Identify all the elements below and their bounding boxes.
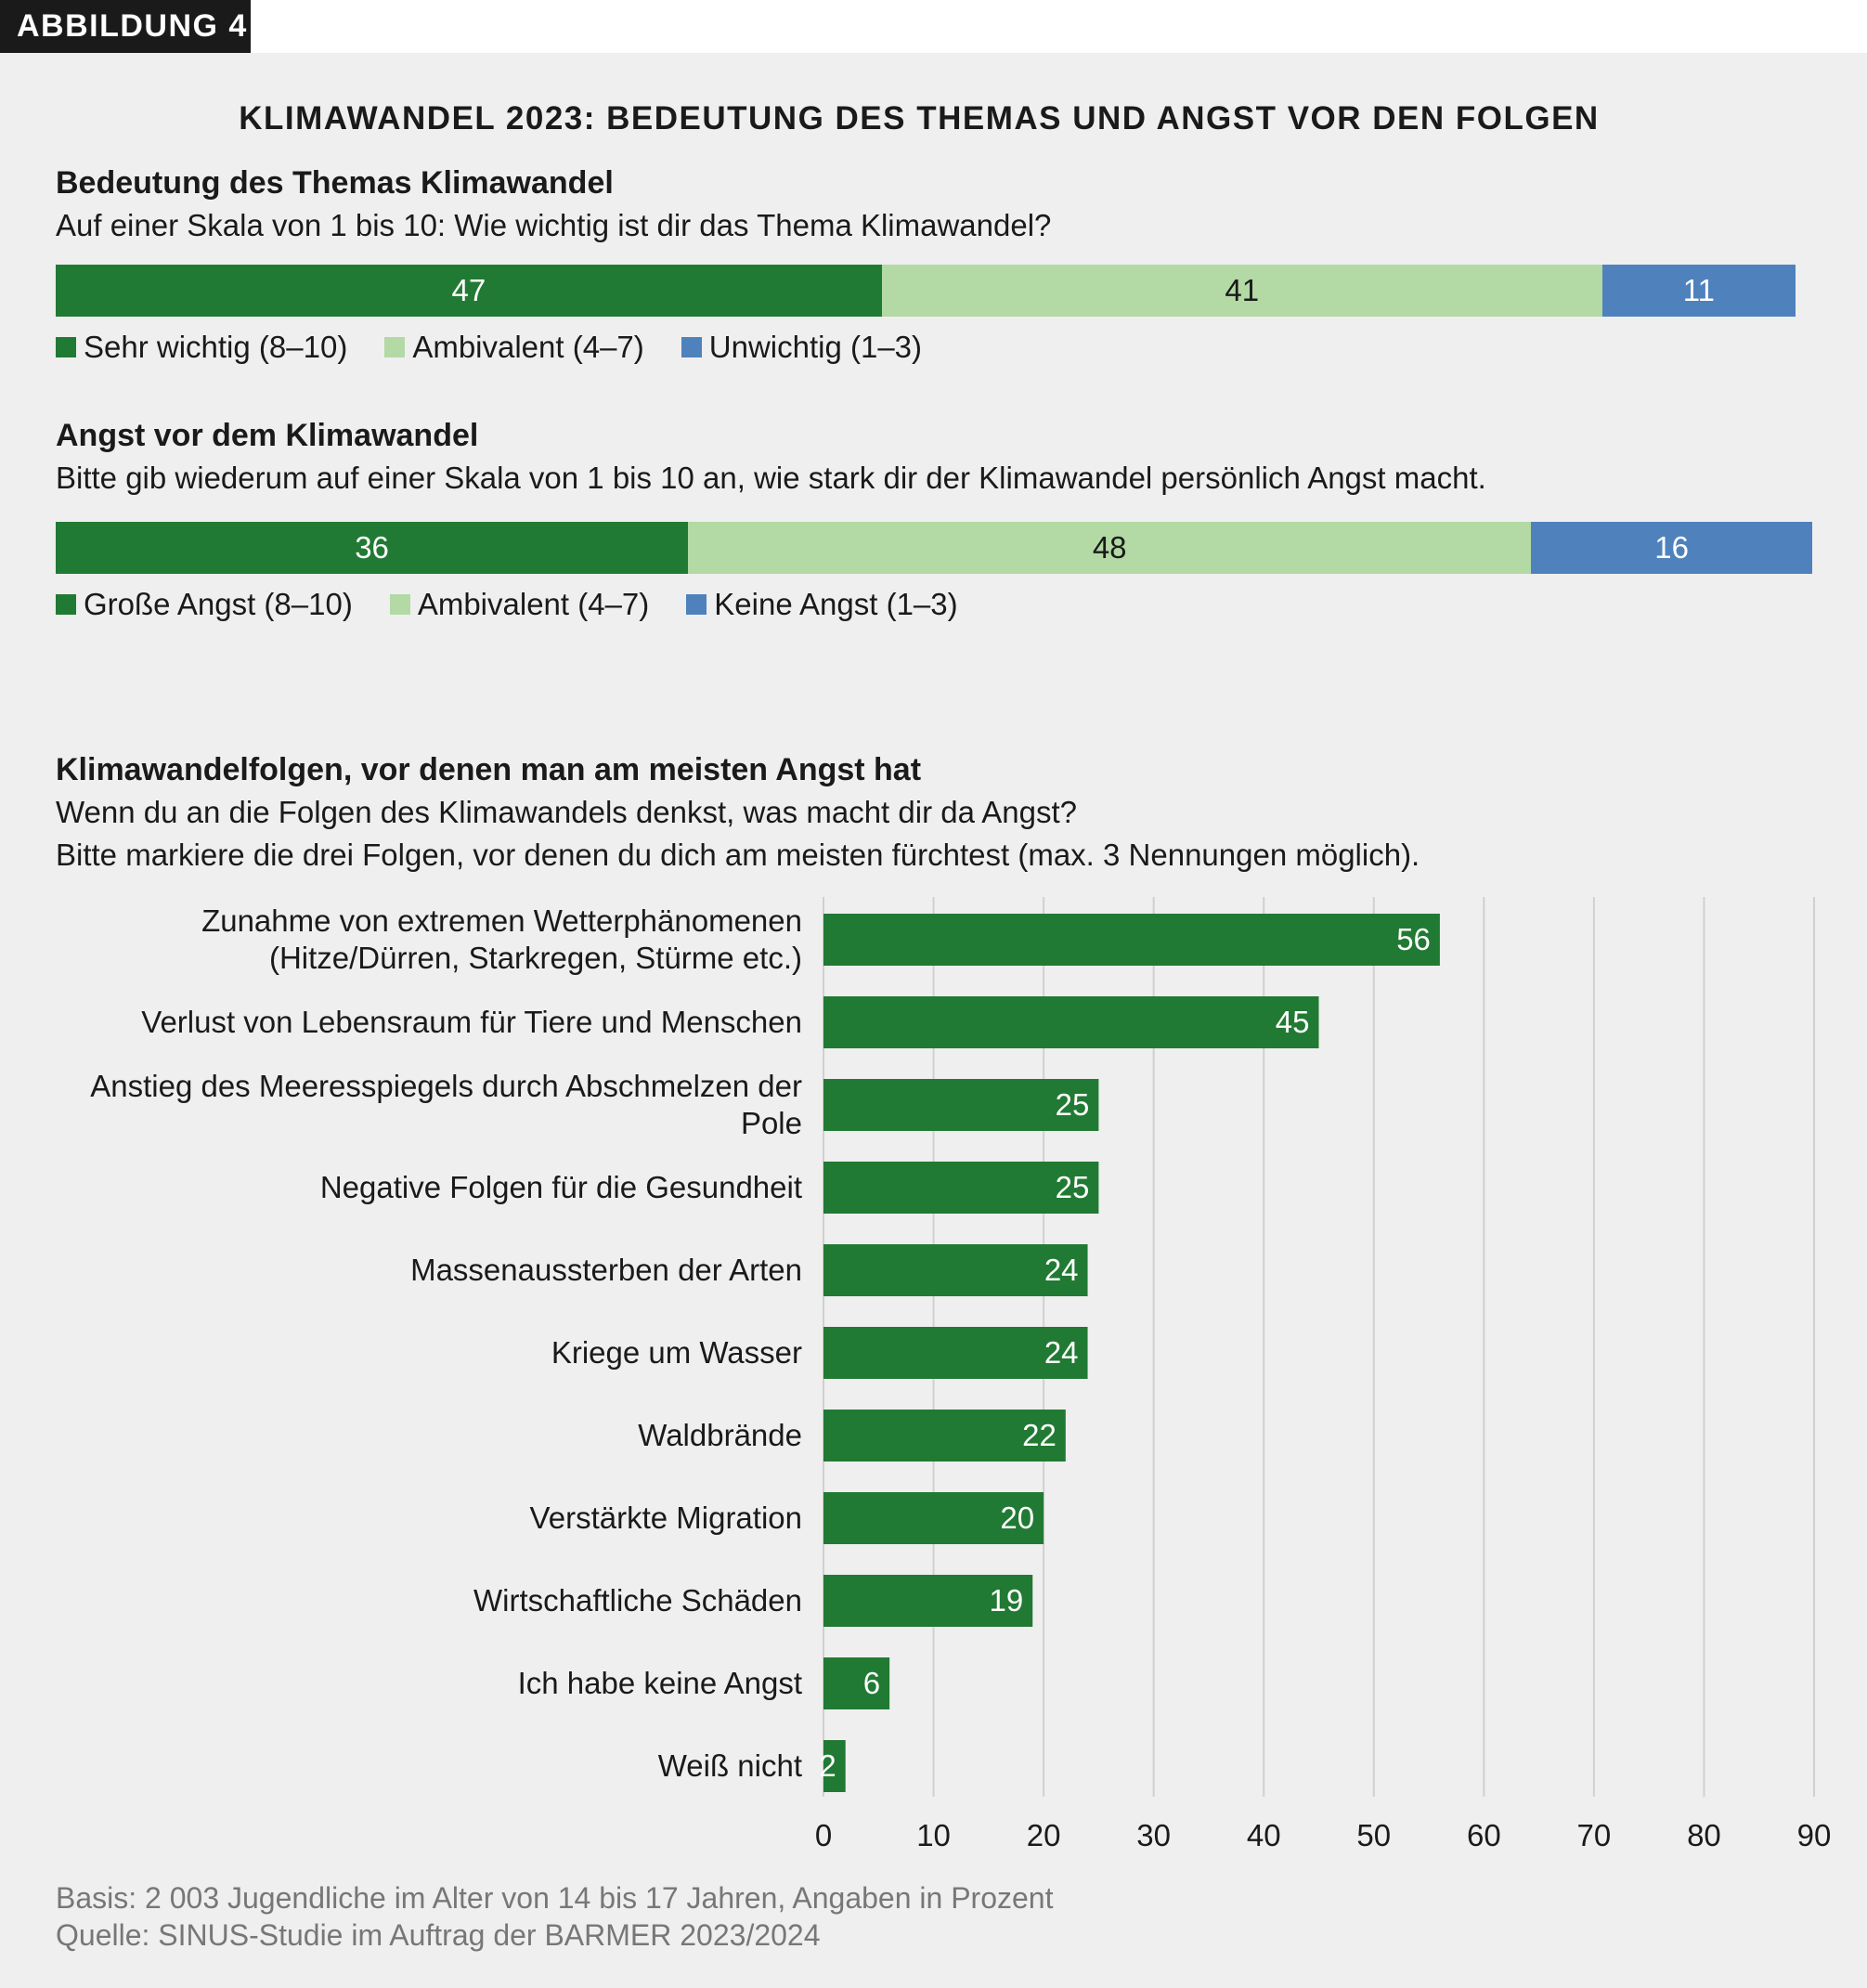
bar-value-label: 2 <box>819 1748 836 1783</box>
category-label: Verlust von Lebensraum für Tiere und Menschen <box>141 1005 802 1039</box>
stacked-segment-light: 41 <box>882 265 1602 317</box>
stacked-segment-blue: 11 <box>1602 265 1796 317</box>
section3-subtitle-2: Bitte markiere die drei Folgen, vor denen du dich am meisten fürchtest (max. 3 Nennungen möglich). <box>56 838 1420 872</box>
category-label: Waldbrände <box>638 1418 802 1452</box>
figure-badge: ABBILDUNG 4 <box>0 0 251 53</box>
category-label: Pole <box>740 1106 802 1140</box>
category-label: Negative Folgen für die Gesundheit <box>319 1170 802 1204</box>
bar-value-label: 56 <box>1396 922 1431 956</box>
bar-value-label: 25 <box>1055 1087 1090 1122</box>
x-tick-label: 60 <box>1466 1818 1501 1852</box>
x-tick-label: 20 <box>1026 1818 1061 1852</box>
stacked-segment-dark: 47 <box>56 265 882 317</box>
bar-value-label: 6 <box>862 1666 881 1700</box>
section2-subtitle: Bitte gib wiederum auf einer Skala von 1 bis 10 an, wie stark dir der Klimawandel persönlich Angst macht. <box>56 461 1486 495</box>
stacked-segment-blue: 16 <box>1531 522 1812 574</box>
legend-label: Keine Angst (1–3) <box>714 587 958 621</box>
bar <box>823 914 1440 966</box>
legend-label: Große Angst (8–10) <box>84 587 353 621</box>
category-label: Verstärkte Migration <box>529 1501 802 1535</box>
section1-subtitle: Auf einer Skala von 1 bis 10: Wie wichtig ist dir das Thema Klimawandel? <box>56 208 1052 242</box>
bar-value-label: 24 <box>1044 1335 1079 1370</box>
stacked-segment-light: 48 <box>688 522 1531 574</box>
section1-title: Bedeutung des Themas Klimawandel <box>56 165 614 201</box>
bar-value-label: 22 <box>1022 1418 1057 1452</box>
x-tick-label: 0 <box>814 1818 833 1852</box>
section3-subtitle-1: Wenn du an die Folgen des Klimawandels denkst, was macht dir da Angst? <box>56 795 1078 829</box>
category-label: Zunahme von extremen Wetterphänomenen <box>201 903 802 938</box>
category-label: Massenaussterben der Arten <box>410 1253 802 1287</box>
category-label: Kriege um Wasser <box>551 1335 802 1370</box>
x-tick-label: 40 <box>1246 1818 1281 1852</box>
footer-basis: Basis: 2 003 Jugendliche im Alter von 14 bis 17 Jahren, Angaben in Prozent <box>56 1881 1054 1915</box>
bar-value-label: 24 <box>1044 1253 1079 1287</box>
legend-label: Unwichtig (1–3) <box>708 330 923 364</box>
category-label: Wirtschaftliche Schäden <box>473 1583 802 1618</box>
bar-value-label: 19 <box>989 1583 1024 1618</box>
bar-value-label: 20 <box>1000 1501 1035 1535</box>
bar-value-label: 45 <box>1275 1005 1310 1039</box>
bar-value-label: 25 <box>1055 1170 1090 1204</box>
x-tick-label: 90 <box>1796 1818 1832 1852</box>
x-tick-label: 10 <box>916 1818 951 1852</box>
category-label: Ich habe keine Angst <box>517 1666 802 1700</box>
category-label: Anstieg des Meeresspiegels durch Abschmelzen der <box>90 1069 802 1103</box>
category-label: (Hitze/Dürren, Starkregen, Stürme etc.) <box>268 941 802 975</box>
section3-title: Klimawandelfolgen, vor denen man am meisten Angst hat <box>56 752 922 787</box>
chart-title: KLIMAWANDEL 2023: BEDEUTUNG DES THEMAS UND ANGST VOR DEN FOLGEN <box>239 100 1600 136</box>
x-tick-label: 70 <box>1576 1818 1612 1852</box>
category-label: Weiß nicht <box>657 1748 802 1783</box>
x-tick-label: 50 <box>1356 1818 1392 1852</box>
legend-label: Ambivalent (4–7) <box>417 587 650 621</box>
legend-label: Sehr wichtig (8–10) <box>84 330 348 364</box>
x-tick-label: 80 <box>1687 1818 1721 1852</box>
section2-title: Angst vor dem Klimawandel <box>56 418 479 453</box>
footer-source: Quelle: SINUS-Studie im Auftrag der BARMER 2023/2024 <box>56 1918 821 1952</box>
legend-label: Ambivalent (4–7) <box>412 330 644 364</box>
x-tick-label: 30 <box>1136 1818 1172 1852</box>
stacked-segment-dark: 36 <box>56 522 688 574</box>
bar <box>823 996 1319 1048</box>
